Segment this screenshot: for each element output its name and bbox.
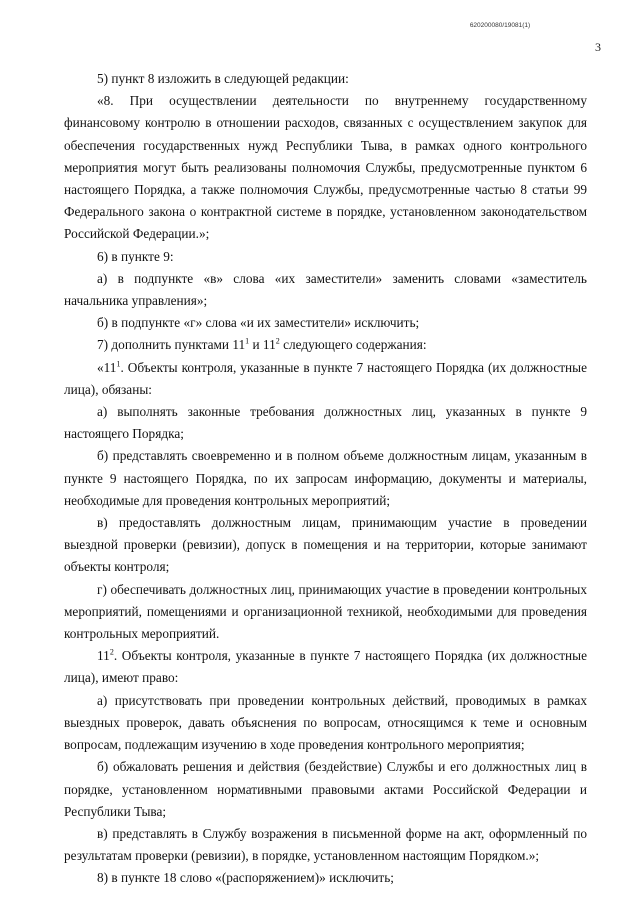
paragraph-clause-8-text: «8. При осуществлении деятельности по внутреннему государственному финансовому контролю в отношении расходов, связанных с осуществлением закупок для обеспечения государственных нужд Республики Тыва, в рамках одного контрольного мероприятия могут быть реализованы полномочия Службы, предусмотренные пунктом 6 настоящего Порядка, а также полномочия Службы, предусмотренные частью 8 статьи 99 Федерального закона о контрактной системе в порядке, установленном законодательством Российской Федерации.»; bbox=[64, 93, 587, 242]
page-number: 3 bbox=[595, 40, 601, 54]
clause-11-2-text-b: . Объекты контроля, указанные в пункте 7 настоящего Порядка (их должностные лица), имеют право: bbox=[64, 648, 587, 686]
paragraph-item-7-text-b: и 11 bbox=[249, 337, 276, 353]
superscript: 1 bbox=[116, 359, 121, 369]
paragraph-clause-11-1-v: в) предоставлять должностным лицам, принимающим участие в проведении выездной проверки (ревизии), допуск в помещения и на территории, которые занимают объекты контроля; bbox=[64, 515, 587, 575]
paragraph-clause-11-1-g: г) обеспечивать должностных лиц, принимающих участие в проведении контрольных мероприятий, помещениями и организационной техникой, необходимыми для проведения контрольных мероприятий. bbox=[64, 581, 587, 642]
document-id: 620200080/19081(1) bbox=[469, 22, 531, 29]
paragraph-clause-11-2-a: а) присутствовать при проведении контрольных действий, проводимых в рамках выездных проверок, давать объяснения по вопросам, относящимся к теме и основным вопросам, подлежащим изучению в ходе проведения контрольного мероприятия; bbox=[64, 692, 587, 753]
superscript: 1 bbox=[245, 337, 250, 347]
paragraph-clause-11-1-b: б) представлять своевременно и в полном объеме должностным лицам, указанным в пункте 9 настоящего Порядка, по их запросам информацию, документы и материалы, необходимые для проведения контрольных мероприятий; bbox=[64, 448, 587, 508]
paragraph-item-5: 5) пункт 8 изложить в следующей редакции: bbox=[97, 71, 349, 86]
paragraph-clause-11-1-a: а) выполнять законные требования должностных лиц, указанных в пункте 9 настоящего Порядка; bbox=[64, 404, 587, 442]
paragraph-clause-11-1 bbox=[64, 357, 587, 401]
paragraph-item-7 bbox=[64, 334, 587, 356]
superscript: 2 bbox=[109, 647, 114, 657]
paragraph-item-8: 8) в пункте 18 слово «(распоряжением)» исключить; bbox=[97, 870, 395, 886]
paragraph-clause-11-2-v: в) представлять в Службу возражения в письменной форме на акт, оформленный по результатам проверки (ревизии), в порядке, установленном настоящим Порядком.»; bbox=[64, 825, 587, 864]
superscript: 2 bbox=[275, 337, 280, 347]
clause-11-2-text-a: 11 bbox=[97, 648, 110, 664]
paragraph-subitem-6b: б) в подпункте «г» слова «и их заместители» исключить; bbox=[97, 315, 420, 331]
paragraph-item-7-text-a: 7) дополнить пунктами 11 bbox=[97, 337, 246, 353]
clause-11-1-text-a: «11 bbox=[97, 359, 117, 375]
paragraph-item-6: 6) в пункте 9: bbox=[97, 248, 174, 264]
paragraph-item-7-text-c: следующего содержания: bbox=[279, 337, 427, 353]
document-body bbox=[64, 68, 587, 890]
paragraph-clause-11-2-b: б) обжаловать решения и действия (бездействие) Службы и его должностных лиц в порядке, установленном нормативными правовыми актами Российской Федерации и Республики Тыва; bbox=[64, 759, 587, 819]
paragraph-clause-11-2 bbox=[64, 645, 587, 689]
paragraph-subitem-6a: а) в подпункте «в» слова «их заместители» заменить словами «заместитель начальника управления»; bbox=[64, 270, 587, 309]
clause-11-1-text-b: . Объекты контроля, указанные в пункте 7 настоящего Порядка (их должностные лица), обязаны: bbox=[64, 359, 587, 397]
